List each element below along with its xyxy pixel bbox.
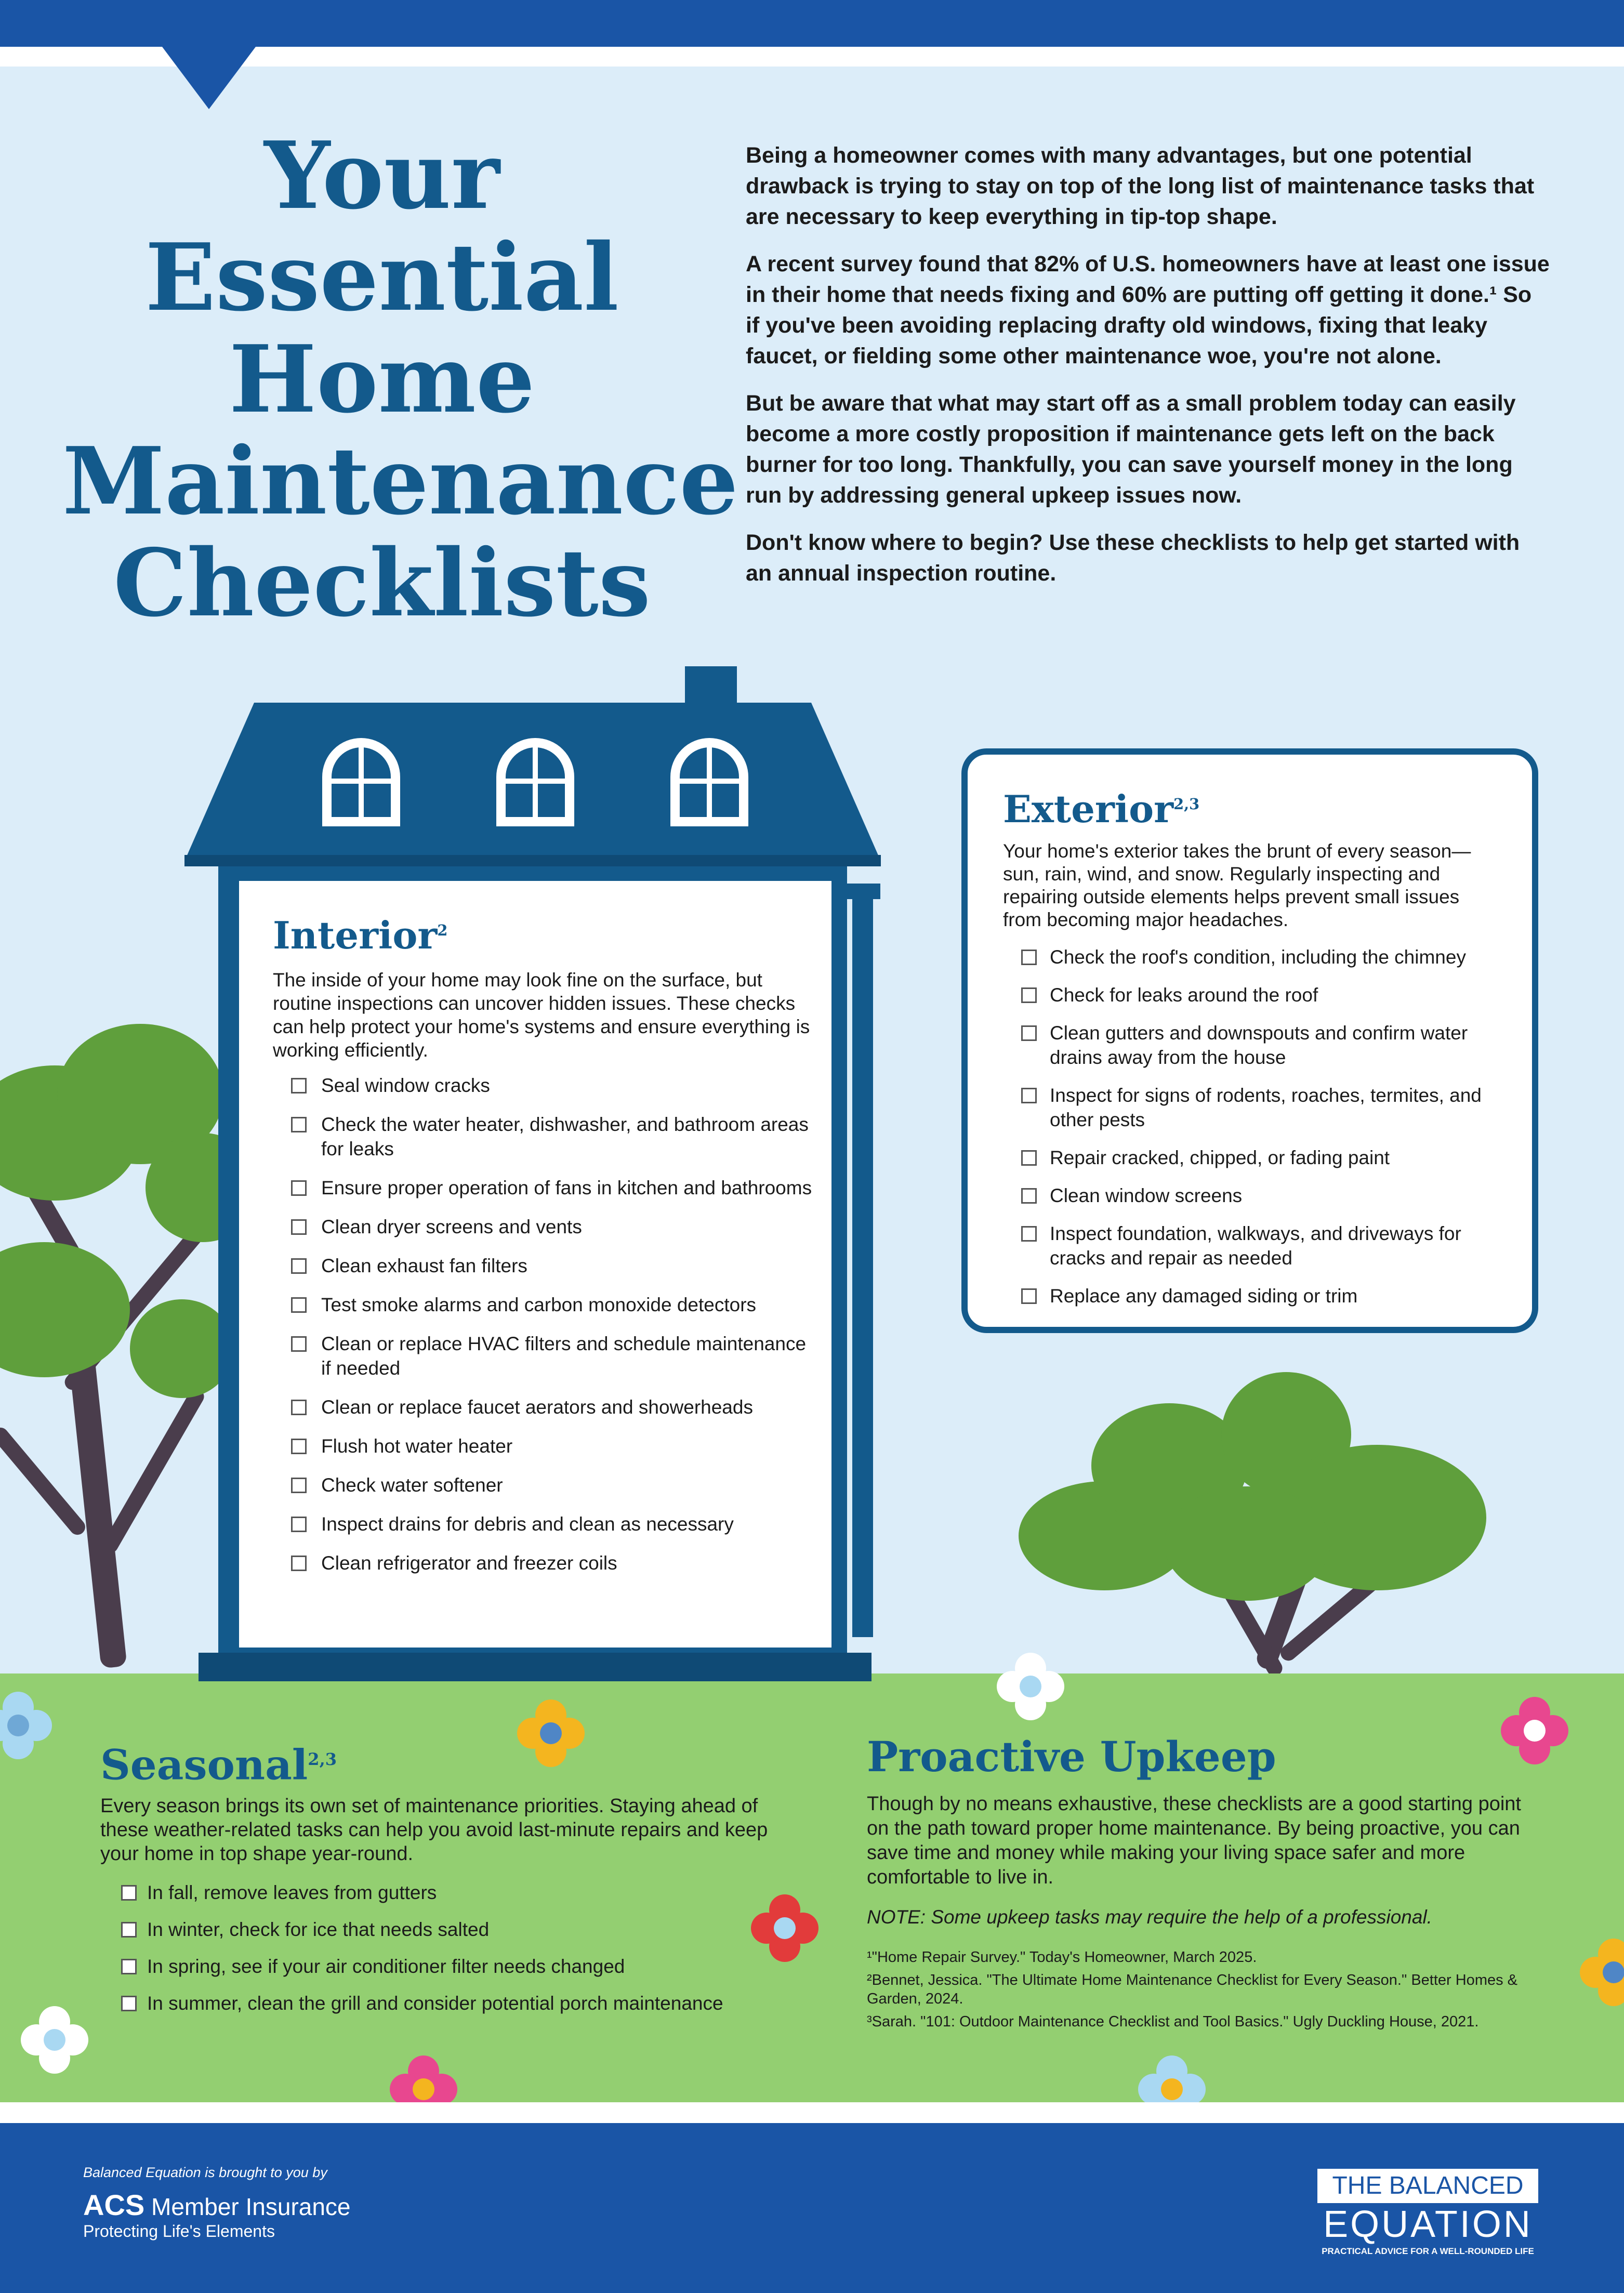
title-line: Home [229, 325, 535, 433]
logo-line-1: THE BALANCED [1317, 2169, 1538, 2203]
title-line: Maintenance [62, 427, 738, 535]
seasonal-checklist [100, 1880, 776, 2015]
checklist-item [273, 1395, 818, 1419]
checklist-item [1003, 1221, 1496, 1270]
top-banner [0, 0, 1624, 47]
interior-title: Interior$^2$ [273, 913, 448, 957]
references [867, 1948, 1542, 2031]
checkbox-icon[interactable] [291, 1336, 307, 1352]
checklist-item-label: Flush hot water heater [321, 1435, 513, 1457]
checkbox-icon[interactable] [291, 1439, 307, 1454]
title-line: Checklists [113, 529, 651, 637]
checkbox-icon[interactable] [121, 1959, 137, 1974]
checkbox-icon[interactable] [1021, 1226, 1037, 1242]
checklist-item-label: Check for leaks around the roof [1050, 984, 1318, 1006]
checklist-item-label: Clean exhaust fan filters [321, 1255, 527, 1276]
checklist-item [273, 1073, 818, 1098]
house-foundation [199, 1653, 872, 1681]
checkbox-icon[interactable] [1021, 1188, 1037, 1204]
checklist-item-label: In spring, see if your air conditioner filter needs changed [147, 1955, 625, 1977]
checklist-item-label: Clean dryer screens and vents [321, 1216, 582, 1237]
logo-tagline: PRACTICAL ADVICE FOR A WELL-ROUNDED LIFE [1322, 2246, 1534, 2256]
checkbox-icon[interactable] [291, 1400, 307, 1415]
tree-foliage [1164, 1486, 1330, 1601]
interior-checklist [273, 1073, 818, 1575]
checklist-item-label: Seal window cracks [321, 1075, 490, 1096]
checklist-item [273, 1112, 818, 1161]
checklist-item [273, 1332, 818, 1380]
intro-paragraph: But be aware that what may start off as a small problem today can easily become a more costly proposition if maintenance gets left on the back burner for too long. Thankfully, you can save yourself money in the long run by addressing general upkeep issues now. [746, 391, 1516, 508]
reference-item: ¹"Home Repair Survey." Today's Homeowner, March 2025. [867, 1949, 1257, 1966]
checklist-item-label: Replace any damaged siding or trim [1050, 1285, 1358, 1307]
reference-item: ²Bennet, Jessica. "The Ultimate Home Maintenance Checklist for Every Season." Better Homes & Garden, 2024. [867, 1972, 1517, 2007]
checkbox-icon[interactable] [291, 1556, 307, 1571]
flower-icon [997, 1653, 1064, 1720]
checklist-item [273, 1473, 818, 1497]
checkbox-icon[interactable] [1021, 950, 1037, 965]
checklist-item [100, 1917, 776, 1942]
drainpipe [852, 889, 873, 1637]
checklist-item-label: Clean or replace HVAC filters and schedule maintenance if needed [321, 1333, 807, 1379]
checklist-item-label: In winter, check for ice that needs salted [147, 1918, 490, 1940]
banner-notch [162, 47, 256, 109]
checklist-item-label: Clean refrigerator and freezer coils [321, 1552, 617, 1574]
house-chimney [685, 666, 737, 708]
proactive-description: Though by no means exhaustive, these checklists are a good starting point on the path toward proper home maintenance. By being proactive, you can save time and money while making your living space safer and more comfortable to live in. [867, 1793, 1521, 1888]
checklist-item-label: Inspect drains for debris and clean as necessary [321, 1513, 734, 1535]
checklist-item-label: Repair cracked, chipped, or fading paint [1050, 1147, 1390, 1168]
interior-description: The inside of your home may look fine on the surface, but routine inspections can uncover hidden issues. These checks can help protect your home's systems and ensure everything is working efficiently. [273, 969, 810, 1061]
seasonal-section [100, 1733, 776, 2028]
checklist-item [273, 1512, 818, 1536]
checkbox-icon[interactable] [121, 1996, 137, 2011]
house-window-icon [496, 738, 574, 826]
house-window-icon [322, 738, 400, 826]
checklist-item-label: Inspect for signs of rodents, roaches, termites, and other pests [1050, 1085, 1482, 1130]
footer-stripe [0, 2102, 1624, 2123]
checklist-item [1003, 1284, 1496, 1308]
flower-icon [21, 2006, 88, 2074]
checklist-item [1003, 945, 1496, 969]
checklist-item-label: Test smoke alarms and carbon monoxide detectors [321, 1294, 757, 1315]
page-title [62, 121, 738, 637]
exterior-title: Exterior$^{2,3}$ [1003, 787, 1200, 831]
checklist-item-label: Ensure proper operation of fans in kitchen and bathrooms [321, 1177, 812, 1198]
seasonal-description: Every season brings its own set of maintenance priorities. Staying ahead of these weather-related tasks can help you avoid last-minute repairs and keep your home in top shape year-round. [100, 1795, 768, 1865]
acs-tagline: Protecting Life's Elements [83, 2222, 275, 2241]
checkbox-icon[interactable] [291, 1297, 307, 1313]
acs-logo[interactable] [83, 2188, 351, 2241]
checklist-item-label: In fall, remove leaves from gutters [147, 1881, 437, 1903]
acs-logo-rest: Member Insurance [144, 2193, 351, 2220]
balanced-equation-logo[interactable] [1317, 2169, 1538, 2257]
checklist-item [273, 1215, 818, 1239]
checkbox-icon[interactable] [291, 1258, 307, 1274]
checklist-item-label: Check the water heater, dishwasher, and bathroom areas for leaks [321, 1114, 809, 1159]
checklist-item [1003, 1083, 1496, 1132]
title-line: Your [264, 121, 500, 230]
checklist-item [100, 1880, 776, 1905]
checklist-item [100, 1954, 776, 1979]
checklist-item-label: Clean or replace faucet aerators and showerheads [321, 1396, 753, 1418]
checkbox-icon[interactable] [1021, 987, 1037, 1003]
checklist-item [273, 1254, 818, 1278]
checklist-item [100, 1991, 776, 2015]
checklist-item-label: Inspect foundation, walkways, and driveways for cracks and repair as needed [1050, 1223, 1461, 1269]
acs-logo-name: ACS [83, 2189, 145, 2221]
exterior-card [961, 748, 1538, 1333]
checklist-item [273, 1551, 818, 1575]
checkbox-icon[interactable] [1021, 1288, 1037, 1304]
logo-line-2: EQUATION [1323, 2204, 1533, 2245]
checkbox-icon[interactable] [291, 1117, 307, 1132]
checkbox-icon[interactable] [291, 1219, 307, 1235]
checklist-item [1003, 1183, 1496, 1208]
checklist-item-label: Check water softener [321, 1474, 503, 1496]
reference-item: ³Sarah. "101: Outdoor Maintenance Checklist and Tool Basics." Ugly Duckling House, 2021. [867, 2013, 1479, 2030]
flower-icon [0, 1692, 52, 1759]
checkbox-icon[interactable] [291, 1180, 307, 1196]
title-line: Essential [145, 223, 619, 332]
checkbox-icon[interactable] [291, 1517, 307, 1532]
checklist-item [1003, 1021, 1496, 1070]
checklist-item [1003, 983, 1496, 1007]
checklist-item [273, 1434, 818, 1458]
checkbox-icon[interactable] [121, 1922, 137, 1938]
checkbox-icon[interactable] [1021, 1025, 1037, 1041]
checkbox-icon[interactable] [1021, 1088, 1037, 1103]
exterior-checklist [1003, 945, 1496, 1308]
house-roof-edge [184, 855, 881, 866]
checklist-item-label: Clean window screens [1050, 1185, 1243, 1206]
exterior-description: Your home's exterior takes the brunt of every season—sun, rain, wind, and snow. Regularly inspecting and repairing outside elements helps prevent small issues from becoming major headaches. [1003, 840, 1471, 930]
intro-paragraph: Being a homeowner comes with many advantages, but one potential drawback is trying to stay on top of the long list of maintenance tasks that are necessary to keep everything in tip-top shape. [746, 143, 1535, 229]
house-window-icon [670, 738, 748, 826]
seasonal-title: Seasonal$^{2,3}$ [100, 1740, 337, 1789]
proactive-title: Proactive Upkeep [867, 1732, 1276, 1781]
checkbox-icon[interactable] [121, 1885, 137, 1901]
proactive-section [867, 1731, 1542, 2035]
checklist-item-label: Check the roof's condition, including the chimney [1050, 946, 1466, 968]
intro-text [746, 140, 1551, 605]
checklist-item [1003, 1145, 1496, 1170]
professional-note: NOTE: Some upkeep tasks may require the help of a professional. [867, 1906, 1432, 1928]
checkbox-icon[interactable] [1021, 1150, 1037, 1166]
intro-paragraph: Don't know where to begin? Use these checklists to help get started with an annual inspection routine. [746, 530, 1520, 586]
flower-icon [1580, 1939, 1624, 2006]
checkbox-icon[interactable] [291, 1478, 307, 1493]
checkbox-icon[interactable] [291, 1078, 307, 1093]
checklist-item [273, 1176, 818, 1200]
interior-section [273, 907, 818, 1590]
intro-paragraph: A recent survey found that 82% of U.S. homeowners have at least one issue in their home that needs fixing and 60% are putting off getting it done.¹ So if you've been avoiding replacing drafty old windows, fixing that leaky faucet, or fielding some other maintenance woe, you're not alone. [746, 252, 1550, 368]
checklist-item [273, 1293, 818, 1317]
checklist-item-label: In summer, clean the grill and consider potential porch maintenance [147, 1992, 723, 2014]
sponsor-caption: Balanced Equation is brought to you by [83, 2165, 327, 2180]
footer [0, 2123, 1624, 2293]
checklist-item-label: Clean gutters and downspouts and confirm water drains away from the house [1050, 1022, 1468, 1068]
